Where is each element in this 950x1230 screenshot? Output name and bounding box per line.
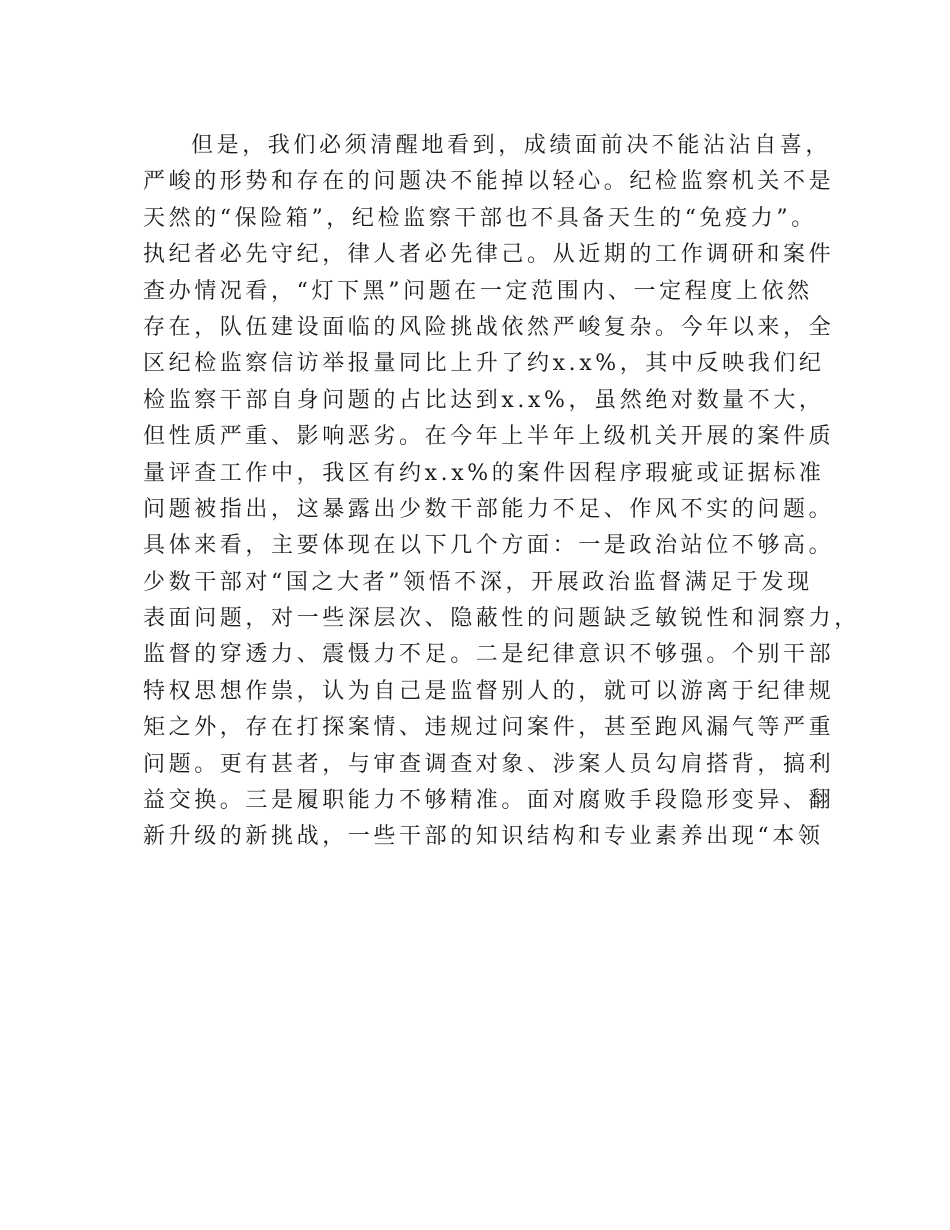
text-line: 问题。更有甚者，与审查调查对象、涉案人员勾肩搭背，搞利 [143,751,835,777]
text-line: 天然的“保险箱”，纪检监察干部也不具备天生的“免疫力”。 [143,205,817,231]
text-line: 表面问题，对一些深层次、隐蔽性的问题缺乏敏锐性和洞察力， [143,606,860,632]
text-line: 查办情况看，“灯下黑”问题在一定范围内、一定程度上依然 [143,278,813,304]
text-line: 特权思想作祟，认为自己是监督别人的，就可以游离于纪律规 [143,678,835,704]
text-line: 量评查工作中，我区有约x.x%的案件因程序瑕疵或证据标准 [143,460,825,486]
text-line: 存在，队伍建设面临的风险挑战依然严峻复杂。今年以来，全 [143,314,835,340]
text-line: 监督的穿透力、震慑力不足。二是纪律意识不够强。个别干部 [143,642,835,668]
text-line: 区纪检监察信访举报量同比上升了约x.x%，其中反映我们纪 [143,351,825,377]
text-line: 益交换。三是履职能力不够精准。面对腐败手段隐形变异、翻 [143,788,835,814]
text-line: 矩之外，存在打探案情、违规过问案件，甚至跑风漏气等严重 [143,715,835,741]
text-line: 少数干部对“国之大者”领悟不深，开展政治监督满足于发现 [143,569,813,595]
text-line: 但性质严重、影响恶劣。在今年上半年上级机关开展的案件质 [143,424,835,450]
body-paragraph [143,128,860,856]
text-line: 问题被指出，这暴露出少数干部能力不足、作风不实的问题。 [143,496,835,522]
text-line: 具体来看，主要体现在以下几个方面：一是政治站位不够高。 [143,533,835,559]
text-line: 执纪者必先守纪，律人者必先律己。从近期的工作调研和案件 [143,242,835,268]
text-line: 严峻的形势和存在的问题决不能掉以轻心。纪检监察机关不是 [143,169,835,195]
text-line: 检监察干部自身问题的占比达到x.x%，虽然绝对数量不大， [143,387,825,413]
text-line: 新升级的新挑战，一些干部的知识结构和专业素养出现“本领 [143,824,824,850]
text-line: 但是，我们必须清醒地看到，成绩面前决不能沾沾自喜， [191,133,832,158]
